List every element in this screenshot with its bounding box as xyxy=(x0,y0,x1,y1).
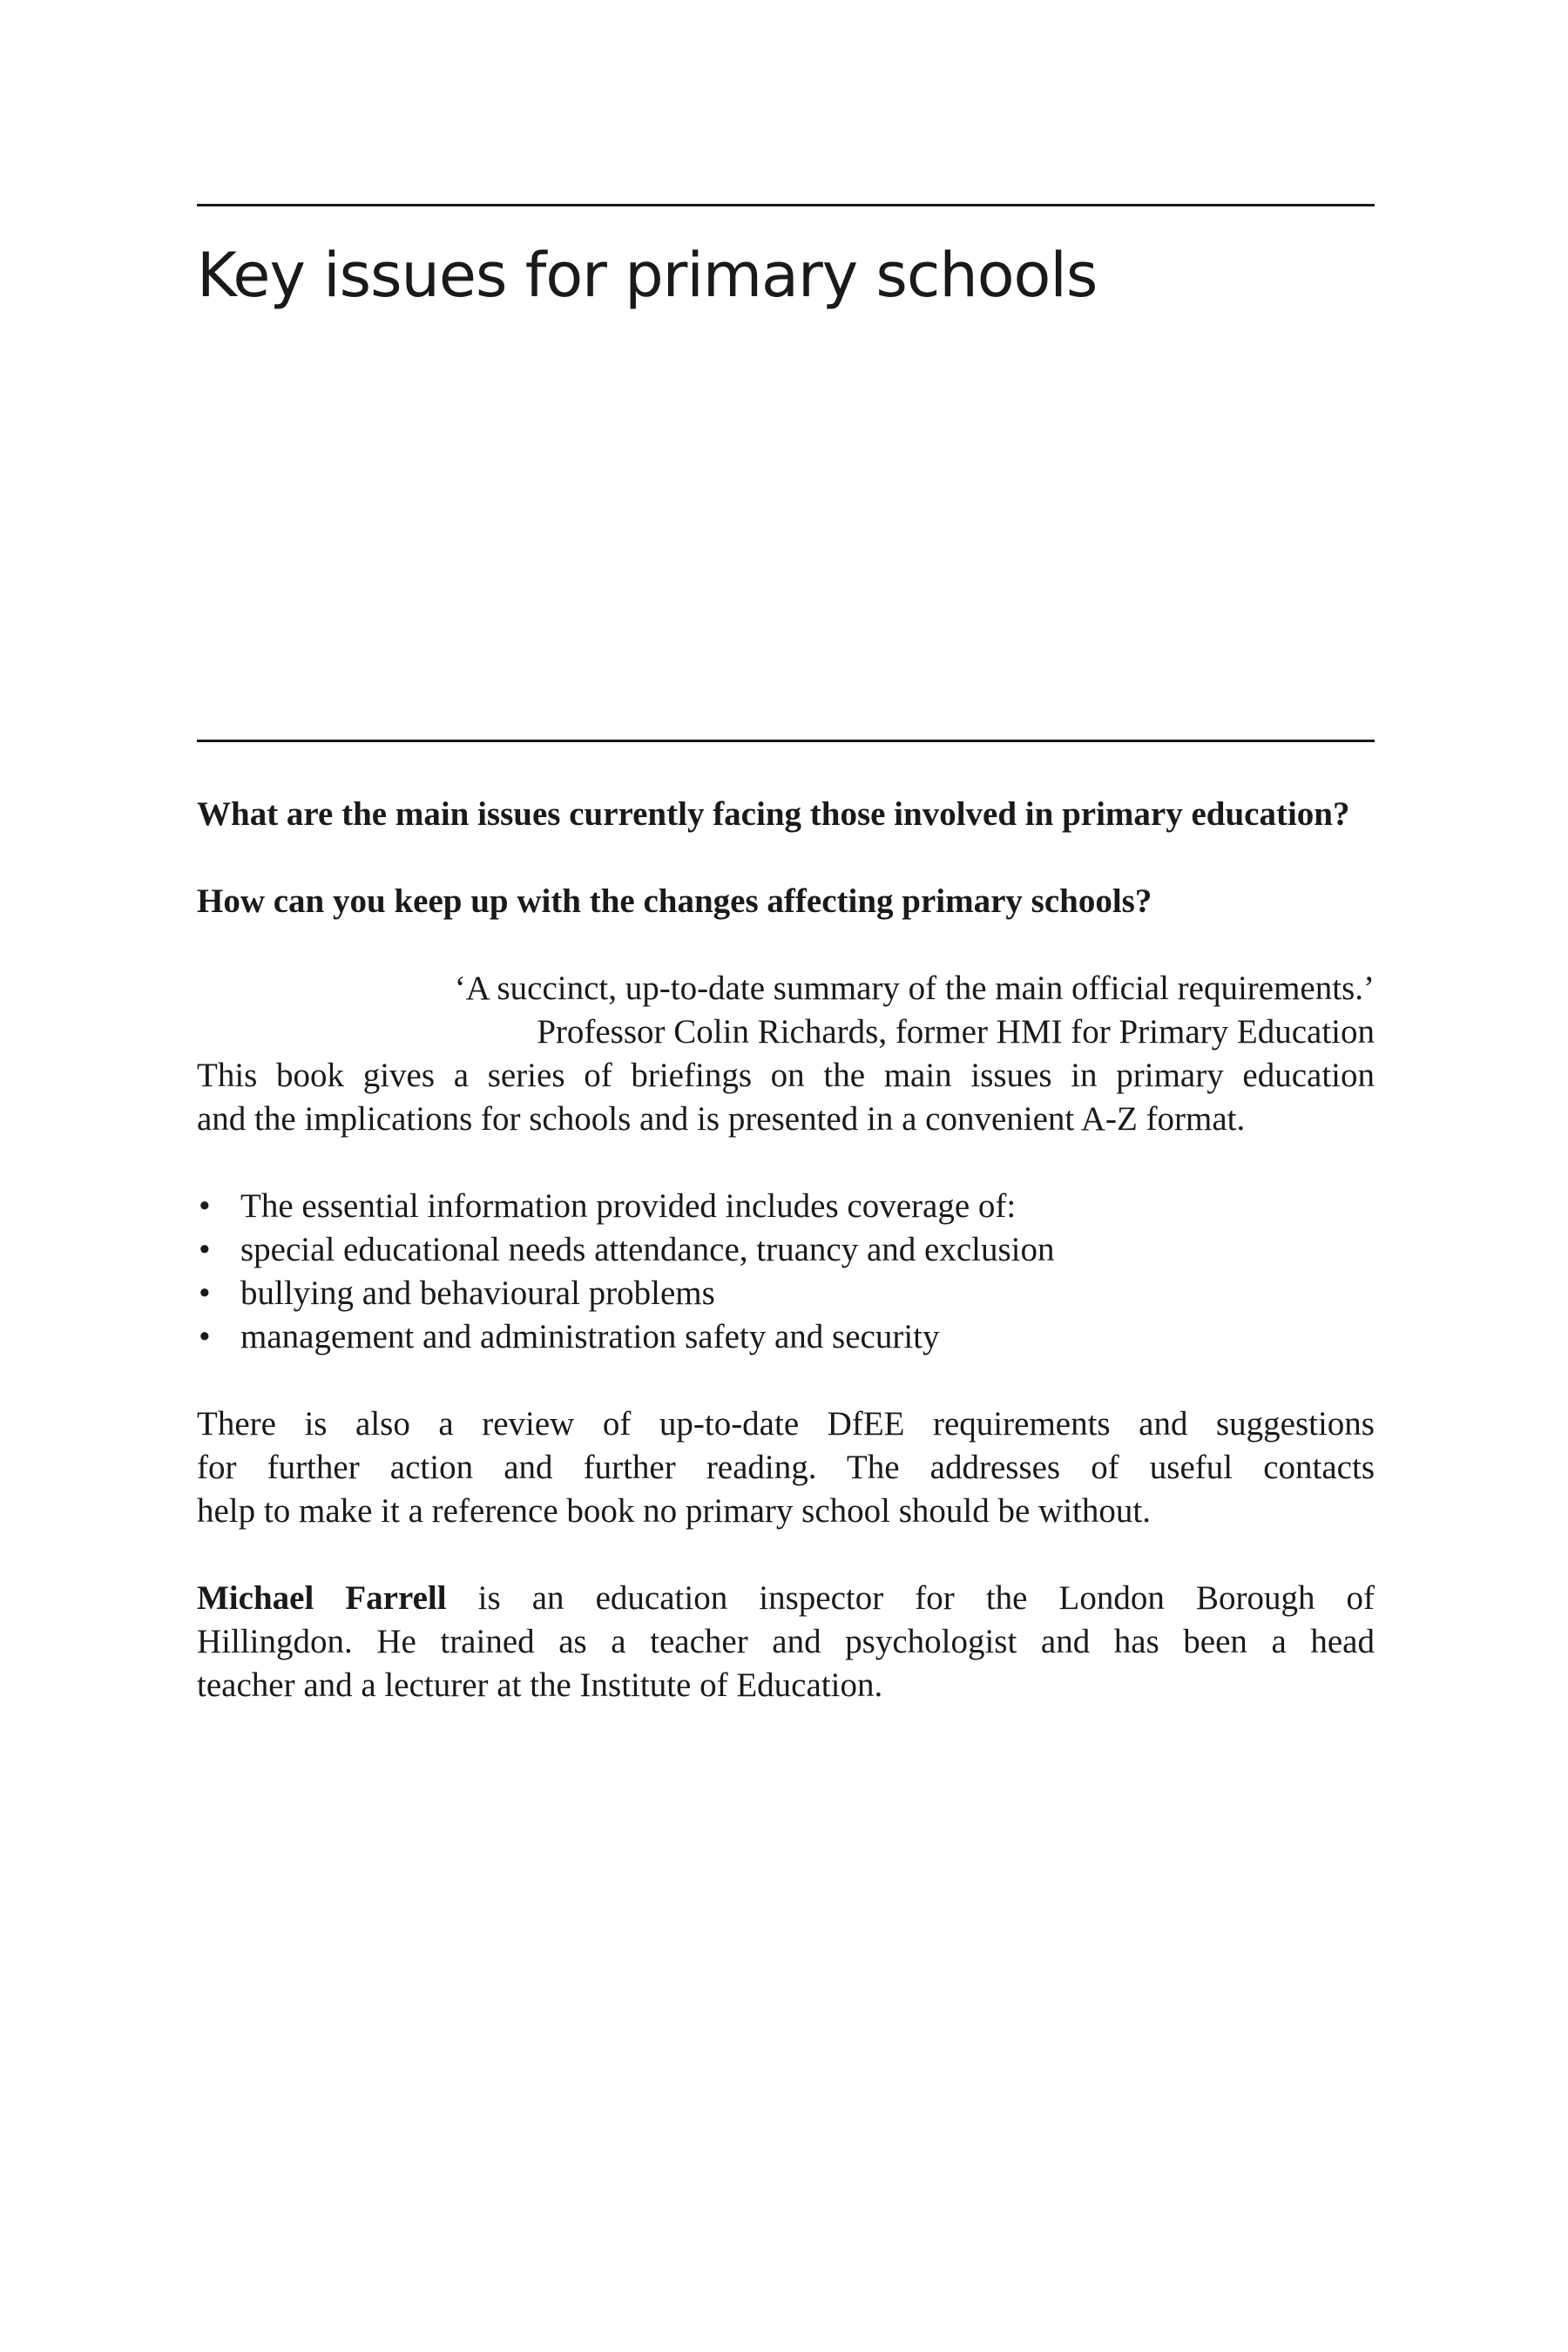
question-main-issues: What are the main issues currently facing those involved in primary education? xyxy=(197,795,1350,833)
book-title: Key issues for primary schools xyxy=(197,240,1098,311)
back-cover-page xyxy=(197,0,1375,2352)
bullet-icon: • xyxy=(199,1231,211,1268)
bullet-icon: • xyxy=(199,1187,211,1225)
list-item xyxy=(197,1228,1375,1272)
review-line-1: There is also a review of up-to-date DfEE requirements and suggestions xyxy=(197,1405,1375,1443)
intro-paragraph xyxy=(197,1054,1375,1141)
bullet-icon: • xyxy=(199,1274,211,1312)
list-item xyxy=(197,1185,1375,1228)
endorsement-quote xyxy=(197,967,1375,1054)
author-line-2: Hillingdon. He trained as a teacher and psychologist and has been a head xyxy=(197,1623,1375,1660)
author-bio xyxy=(197,1577,1375,1707)
list-item-text: management and administration safety and security xyxy=(240,1318,940,1355)
intro-line-2: and the implications for schools and is presented in a convenient A-Z format. xyxy=(197,1100,1246,1138)
review-line-3: help to make it a reference book no primary school should be without. xyxy=(197,1492,1151,1530)
question-keep-up: How can you keep up with the changes affecting primary schools? xyxy=(197,882,1152,920)
author-line-1-rest: is an education inspector for the London Borough of xyxy=(446,1579,1375,1617)
author-line-3: teacher and a lecturer at the Institute of Education. xyxy=(197,1666,883,1704)
list-item-text: The essential information provided includes coverage of: xyxy=(240,1187,1017,1225)
blurb xyxy=(197,793,1375,1707)
list-item-text: bullying and behavioural problems xyxy=(240,1274,715,1312)
middle-rule xyxy=(197,740,1375,742)
top-rule xyxy=(197,204,1375,206)
quote-attribution: Professor Colin Richards, former HMI for Primary Education xyxy=(537,1013,1375,1051)
review-line-2: for further action and further reading. The addresses of useful contacts xyxy=(197,1449,1375,1486)
list-item xyxy=(197,1272,1375,1315)
coverage-list xyxy=(197,1185,1375,1359)
bullet-icon: • xyxy=(199,1318,211,1355)
quote-text: ‘A succinct, up-to-date summary of the main official requirements.’ xyxy=(454,970,1375,1007)
list-item xyxy=(197,1315,1375,1359)
list-item-text: special educational needs attendance, truancy and exclusion xyxy=(240,1231,1055,1268)
intro-line-1: This book gives a series of briefings on the main issues in primary education xyxy=(197,1057,1375,1094)
review-paragraph xyxy=(197,1402,1375,1533)
author-name: Michael Farrell xyxy=(197,1579,447,1617)
author-line-1 xyxy=(197,1577,1375,1620)
